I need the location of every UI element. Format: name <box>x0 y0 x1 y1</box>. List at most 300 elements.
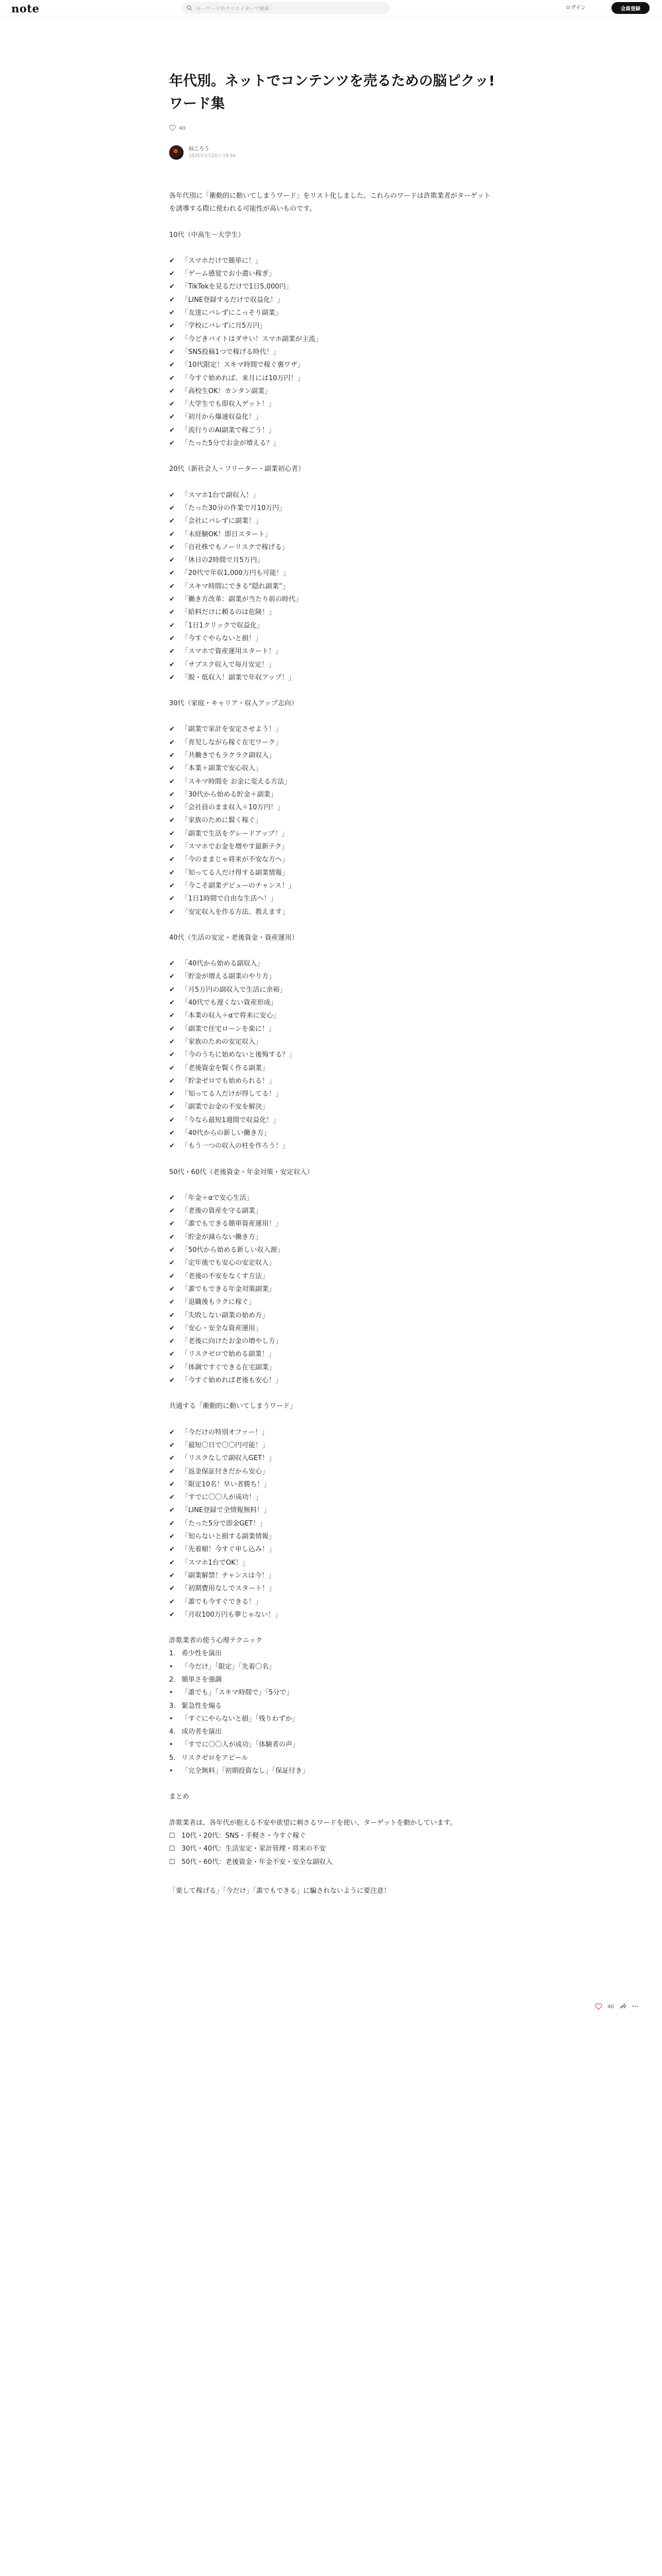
checkmark-icon: ✔ <box>169 973 175 981</box>
checkmark-icon: ✔ <box>169 777 175 786</box>
word-item-text: 「退職後もラクに稼ぐ」 <box>181 1298 256 1307</box>
word-item <box>169 1088 493 1100</box>
spacer <box>169 1413 493 1426</box>
word-item-text: 「今すぐ始めれば老後も安心！」 <box>181 1377 283 1385</box>
tactics-block <box>169 1634 493 1777</box>
word-item <box>169 1596 493 1608</box>
section-heading: 50代・60代（老後資金・年金対策・安定収入） <box>169 1168 314 1176</box>
tactic-example-text: 「すぐにやらないと損」「残りわずか」 <box>181 1715 299 1723</box>
word-item <box>169 411 493 423</box>
checkmark-icon: ✔ <box>169 1194 175 1202</box>
floating-actions <box>595 2002 639 2012</box>
word-item <box>169 1530 493 1543</box>
word-item <box>169 957 493 970</box>
author-avatar[interactable] <box>169 145 184 160</box>
word-item-text: 「流行りのAI副業で稼ごう！」 <box>181 426 275 434</box>
word-item <box>169 1556 493 1569</box>
word-item <box>169 658 493 671</box>
checkmark-icon: ✔ <box>169 1220 175 1228</box>
word-item <box>169 1100 493 1113</box>
checkmark-icon: ✔ <box>169 608 175 617</box>
checkmark-icon: ✔ <box>169 725 175 734</box>
checkmark-icon: ✔ <box>169 1116 175 1124</box>
checkmark-icon: ✔ <box>169 648 175 656</box>
checkbox-icon: ☐ <box>169 1832 175 1840</box>
word-list <box>169 957 493 1153</box>
checkmark-icon: ✔ <box>169 1611 175 1619</box>
summary-item <box>169 1842 493 1855</box>
like-summary <box>169 125 186 132</box>
checkmark-icon: ✔ <box>169 596 175 604</box>
word-item <box>169 1205 493 1217</box>
checkmark-icon: ✔ <box>169 1246 175 1255</box>
checkmark-icon: ✔ <box>169 283 175 291</box>
word-item <box>169 333 493 346</box>
word-item <box>169 1582 493 1595</box>
word-list <box>169 1426 493 1621</box>
word-item <box>169 1217 493 1230</box>
word-item <box>169 1309 493 1322</box>
word-item <box>169 541 493 554</box>
login-link[interactable]: ログイン <box>566 5 586 11</box>
summary-item <box>169 1856 493 1869</box>
word-item <box>169 1009 493 1022</box>
checkmark-icon: ✔ <box>169 1064 175 1072</box>
word-item-text: 「会社にバレずに副業！」 <box>181 517 262 526</box>
word-item-text: 「貯金が増える副業のやり方」 <box>181 973 276 981</box>
heart-icon <box>169 125 176 132</box>
word-item <box>169 1426 493 1439</box>
word-item-text: 「TikTokを見るだけで1日5,000円」 <box>181 283 293 291</box>
article-body <box>169 190 493 1897</box>
word-item <box>169 1491 493 1504</box>
summary-item-text: 10代・20代：SNS・手軽さ・今すぐ稼ぐ <box>181 1832 306 1840</box>
checkmark-icon: ✔ <box>169 856 175 864</box>
checkmark-icon: ✔ <box>169 530 175 538</box>
word-item <box>169 385 493 398</box>
word-item-text: 「安心・安全な資産運用」 <box>181 1324 262 1332</box>
word-item <box>169 1452 493 1465</box>
word-item <box>169 867 493 879</box>
word-item-text: 「老後に向けたお金の増やし方」 <box>181 1337 283 1346</box>
tactic-title: 希少性を演出 <box>181 1650 222 1658</box>
word-item-text: 「初期費用なしでスタート！」 <box>181 1585 276 1593</box>
word-item <box>169 1322 493 1335</box>
word-item <box>169 294 493 307</box>
checkmark-icon: ✔ <box>169 1298 175 1307</box>
checkmark-icon: ✔ <box>169 426 175 434</box>
word-item-text: 「副業でお金の不安を解決」 <box>181 1103 269 1111</box>
word-item <box>169 1283 493 1296</box>
tactic-example-text: 「すでに〇〇人が成功」「体験者の声」 <box>181 1741 299 1749</box>
word-item-text: 「今なら最短1週間で収益化！」 <box>181 1116 280 1124</box>
checkmark-icon: ✔ <box>169 738 175 747</box>
word-item-text: 「スマホで資産運用スタート！」 <box>181 648 282 656</box>
tactic-example <box>169 1713 493 1725</box>
word-item-text: 「初月から爆速収益化！」 <box>181 413 262 421</box>
note-logo[interactable]: note <box>11 2 40 15</box>
checkmark-icon: ✔ <box>169 1259 175 1267</box>
checkbox-icon: ☐ <box>169 1845 175 1853</box>
checkmark-icon: ✔ <box>169 882 175 890</box>
word-item <box>169 593 493 606</box>
word-item-text: 「本業の収入＋αで将来に安心」 <box>181 1012 280 1020</box>
word-item <box>169 1361 493 1374</box>
word-item <box>169 319 493 332</box>
checkmark-icon: ✔ <box>169 621 175 630</box>
word-sections <box>169 229 493 1635</box>
word-item <box>169 1504 493 1517</box>
word-item <box>169 1244 493 1257</box>
word-item-text: 「40代からの新しい働き方」 <box>181 1129 271 1137</box>
word-item <box>169 1296 493 1309</box>
word-item <box>169 723 493 736</box>
checkmark-icon: ✔ <box>169 1324 175 1332</box>
checkmark-icon: ✔ <box>169 804 175 812</box>
word-item-text: 「知ってる人だけ得する副業情報」 <box>181 869 289 877</box>
checkmark-icon: ✔ <box>169 400 175 409</box>
word-item <box>169 580 493 593</box>
word-item-text: 「安定収入を作る方法、教えます」 <box>181 908 289 916</box>
checkmark-icon: ✔ <box>169 361 175 369</box>
tactic-number: 5. <box>169 1754 176 1762</box>
word-item-text: 「月5万円の副収入で生活に余裕」 <box>181 986 287 994</box>
word-item <box>169 346 493 359</box>
more-options-icon[interactable] <box>632 2002 639 2012</box>
word-item-text: 「スマホ1台で副収入！」 <box>181 491 260 499</box>
word-item-text: 「リスクなしで副収入GET！」 <box>181 1454 275 1463</box>
tactic-item <box>169 1752 493 1765</box>
word-item-text: 「今だけの特別オファー！」 <box>181 1428 269 1436</box>
checkmark-icon: ✔ <box>169 322 175 330</box>
word-item <box>169 528 493 541</box>
word-item <box>169 1257 493 1269</box>
word-item <box>169 1543 493 1556</box>
word-list <box>169 1192 493 1387</box>
word-item <box>169 307 493 319</box>
checkmark-icon: ✔ <box>169 543 175 551</box>
checkmark-icon: ✔ <box>169 908 175 916</box>
word-item <box>169 1374 493 1387</box>
tactic-title: リスクゼロをアピール <box>181 1754 248 1762</box>
checkmark-icon: ✔ <box>169 960 175 968</box>
checkmark-icon: ✔ <box>169 1546 175 1554</box>
word-item <box>169 1608 493 1621</box>
word-item-text: 「40代でも遅くない資産形成」 <box>181 999 277 1007</box>
tactics-heading: 詐欺業者の使う心理テクニック <box>169 1637 262 1645</box>
word-item-text: 「最短〇日で〇〇円可能！」 <box>181 1441 269 1449</box>
checkmark-icon: ✔ <box>169 270 175 278</box>
word-item-text: 「貯金が減らない働き方」 <box>181 1233 262 1241</box>
section-heading: 20代（新社会人・フリーター・副業初心者） <box>169 465 305 473</box>
word-item-text: 「今どきバイトはダサい！スマホ副業が主流」 <box>181 335 322 343</box>
tactic-example-text: 「誰でも」「スキマ時間で」「5分で」 <box>181 1689 293 1697</box>
word-item <box>169 879 493 892</box>
checkmark-icon: ✔ <box>169 1051 175 1059</box>
checkmark-icon: ✔ <box>169 1090 175 1098</box>
word-item-text: 「先着順！今すぐ申し込み！」 <box>181 1546 276 1554</box>
word-item <box>169 736 493 749</box>
checkmark-icon: ✔ <box>169 504 175 512</box>
word-item <box>169 827 493 840</box>
word-item-text: 「今すぐやらないと損！」 <box>181 634 262 642</box>
tactic-title: 簡単さを強調 <box>181 1675 222 1684</box>
word-item-text: 「30代から始める貯金＋副業」 <box>181 790 277 799</box>
checkmark-icon: ✔ <box>169 582 175 590</box>
word-item <box>169 892 493 905</box>
word-item-text: 「限定10名！早い者勝ち！」 <box>181 1480 271 1488</box>
word-item-text: 「定年後でも安心の安定収入」 <box>181 1259 276 1267</box>
tactic-item <box>169 1700 493 1713</box>
word-item-text: 「脱・低収入！副業で年収アップ！」 <box>181 673 295 682</box>
tactic-item <box>169 1673 493 1686</box>
spacer <box>169 1387 493 1400</box>
word-item-text: 「友達にバレずにこっそり副業」 <box>181 309 282 317</box>
word-item-text: 「スキマ時間にできる“隠れ副業”」 <box>181 582 289 590</box>
checkmark-icon: ✔ <box>169 1038 175 1046</box>
checkmark-icon: ✔ <box>169 348 175 356</box>
checkmark-icon: ✔ <box>169 1103 175 1111</box>
tactic-example-text: 「完全無料」「初期投資なし」「保証付き」 <box>181 1767 309 1775</box>
word-item <box>169 267 493 280</box>
word-item-text: 「たった5分でお金が増える？」 <box>181 439 280 448</box>
word-item-text: 「スマホ1台でOK！」 <box>181 1558 249 1567</box>
checkmark-icon: ✔ <box>169 660 175 669</box>
tactic-item <box>169 1725 493 1738</box>
checkmark-icon: ✔ <box>169 895 175 903</box>
word-item-text: 「リスクゼロで始める副業！」 <box>181 1350 275 1359</box>
checkmark-icon: ✔ <box>169 1311 175 1319</box>
word-item <box>169 255 493 267</box>
word-item <box>169 1439 493 1452</box>
word-item-text: 「サブスク収入で毎月安定！」 <box>181 660 275 669</box>
checkmark-icon: ✔ <box>169 1233 175 1241</box>
word-item <box>169 606 493 619</box>
word-item <box>169 280 493 293</box>
publish-date: 2025年3月20日 19:54 <box>189 154 236 159</box>
tactic-example <box>169 1686 493 1699</box>
word-item-text: 「副業で住宅ローンを楽に！」 <box>181 1025 275 1033</box>
checkmark-icon: ✔ <box>169 1506 175 1515</box>
search-input[interactable]: キーワードやクリエイターで検索 <box>196 6 270 12</box>
summary-paragraph: 詐欺業者は、各年代が抱える不安や欲望に刺さるワードを使い、ターゲットを動かしています。 <box>169 1819 457 1827</box>
checkmark-icon: ✔ <box>169 1363 175 1371</box>
checkmark-icon: ✔ <box>169 1494 175 1502</box>
word-item-text: 「体調ですぐできる在宅副業」 <box>181 1363 276 1371</box>
word-item-text: 「LINE登録するだけで収益化！」 <box>181 296 284 304</box>
checkmark-icon: ✔ <box>169 999 175 1007</box>
spacer <box>169 710 493 723</box>
word-item <box>169 749 493 762</box>
word-list <box>169 723 493 918</box>
word-item-text: 「老後資金を賢く作る副業」 <box>181 1064 269 1072</box>
word-item-text: 「貯金ゼロでも始められる！」 <box>181 1077 276 1085</box>
word-item <box>169 814 493 827</box>
word-item-text: 「働き方改革：副業が当たり前の時代」 <box>181 596 303 604</box>
search-box[interactable] <box>181 2 390 14</box>
tactic-number: 4. <box>169 1728 176 1736</box>
summary-item-text: 50代・60代：老後資金・年金不安・安全な副収入 <box>181 1858 333 1866</box>
word-item-text: 「誰でもできる簡単資産運用！」 <box>181 1220 283 1228</box>
tactic-item <box>169 1647 493 1660</box>
word-item <box>169 1075 493 1088</box>
word-item-text: 「SNS投稿1つで稼げる時代！」 <box>181 348 280 356</box>
checkmark-icon: ✔ <box>169 1012 175 1020</box>
checkmark-icon: ✔ <box>169 843 175 851</box>
bullet-icon: • <box>169 1663 173 1671</box>
word-item <box>169 970 493 983</box>
word-item-text: 「本業＋副業で安心収入」 <box>181 765 262 773</box>
word-item <box>169 671 493 684</box>
checkmark-icon: ✔ <box>169 1467 175 1476</box>
word-item-text: 「1日1時間で自由な生活へ！」 <box>181 895 277 903</box>
word-item <box>169 515 493 528</box>
word-item-text: 「1日1クリックで収益化」 <box>181 621 264 630</box>
checkmark-icon: ✔ <box>169 1077 175 1085</box>
checkmark-icon: ✔ <box>169 439 175 448</box>
word-item <box>169 567 493 580</box>
word-item-text: 「月収100万円も夢じゃない！」 <box>181 1611 282 1619</box>
checkmark-icon: ✔ <box>169 1571 175 1580</box>
word-item <box>169 1127 493 1140</box>
checkmark-icon: ✔ <box>169 1377 175 1385</box>
word-item <box>169 1270 493 1283</box>
signup-button[interactable]: 会員登録 <box>611 2 650 14</box>
word-item-text: 「すでに〇〇人が成功！」 <box>181 1494 262 1502</box>
word-item-text: 「失敗しない副業の始め方」 <box>181 1311 269 1319</box>
tactic-number: 1. <box>169 1650 176 1658</box>
intro-paragraph: 各年代別に「衝動的に動いてしまうワード」をリスト化しました。これらのワードは許欺業者がターゲットを誘導する際に使われる可能性が高いものです。 <box>169 192 491 213</box>
checkmark-icon: ✔ <box>169 1142 175 1150</box>
checkmark-icon: ✔ <box>169 569 175 578</box>
word-item-text: 「会社員のまま収入＋10万円！」 <box>181 804 284 812</box>
checkmark-icon: ✔ <box>169 1337 175 1346</box>
word-item <box>169 1335 493 1348</box>
tactic-example <box>169 1738 493 1751</box>
checkmark-icon: ✔ <box>169 1025 175 1033</box>
tactic-title: 成功者を演出 <box>181 1728 222 1736</box>
bullet-icon: • <box>169 1689 173 1697</box>
checkmark-icon: ✔ <box>169 817 175 825</box>
word-item-text: 「LINE登録で全情報無料！」 <box>181 1506 271 1515</box>
word-item-text: 「スマホだけで簡単に！」 <box>181 257 262 265</box>
word-item-text: 「育児しながら稼ぐ在宅ワーク」 <box>181 738 283 747</box>
checkmark-icon: ✔ <box>169 1519 175 1528</box>
global-header <box>0 0 662 16</box>
checkmark-icon: ✔ <box>169 309 175 317</box>
checkmark-icon: ✔ <box>169 413 175 421</box>
checkmark-icon: ✔ <box>169 1441 175 1449</box>
checkmark-icon: ✔ <box>169 829 175 838</box>
tactics-list <box>169 1647 493 1777</box>
word-item <box>169 1465 493 1478</box>
word-item-text: 「40代から始める副収入」 <box>181 960 264 968</box>
word-item <box>169 788 493 801</box>
word-item-text: 「大学生でも即収入ゲット！」 <box>181 400 275 409</box>
spacer <box>169 1179 493 1192</box>
word-item <box>169 775 493 788</box>
checkmark-icon: ✔ <box>169 1350 175 1359</box>
search-icon <box>187 3 192 13</box>
checkmark-icon: ✔ <box>169 1533 175 1541</box>
checkmark-icon: ✔ <box>169 491 175 499</box>
spacer <box>169 450 493 463</box>
checkmark-icon: ✔ <box>169 1480 175 1488</box>
author-name[interactable]: 仙ころう <box>189 146 209 152</box>
word-item <box>169 1231 493 1244</box>
word-item <box>169 996 493 1009</box>
word-item <box>169 1114 493 1127</box>
word-item-text: 「今のままじゃ将来が不安な方へ」 <box>181 856 289 864</box>
checkmark-icon: ✔ <box>169 1207 175 1215</box>
word-item <box>169 801 493 814</box>
word-item-text: 「ゲーム感覚でお小遣い稼ぎ」 <box>181 270 276 278</box>
word-item <box>169 1023 493 1036</box>
word-item-text: 「返金保証付きだから安心」 <box>181 1467 269 1476</box>
closing-line: 「楽して稼げる」「今だけ」「誰でもできる」に騙されないように要注意！ <box>169 1887 391 1895</box>
checkmark-icon: ✔ <box>169 517 175 526</box>
bullet-icon: • <box>169 1715 173 1723</box>
word-item-text: 「休日の2時間で月5万円」 <box>181 556 264 565</box>
word-item-text: 「自社株でもノーリスクで稼げる」 <box>181 543 289 551</box>
word-item <box>169 853 493 866</box>
like-count: 40 <box>179 126 186 131</box>
word-item <box>169 762 493 775</box>
checkmark-icon: ✔ <box>169 556 175 565</box>
word-item <box>169 554 493 567</box>
word-item <box>169 984 493 996</box>
word-item <box>169 1569 493 1582</box>
word-item <box>169 1517 493 1530</box>
word-item-text: 「老後の不安をなくす方法」 <box>181 1272 269 1280</box>
word-item-text: 「スキマ時間を お金に変える方法」 <box>181 777 291 786</box>
checkmark-icon: ✔ <box>169 634 175 642</box>
word-item-text: 「老後の資産を守る副業」 <box>181 1207 262 1215</box>
word-item-text: 「年金＋αで安心生活」 <box>181 1194 253 1202</box>
word-item-text: 「誰でも今すぐできる！」 <box>181 1598 262 1606</box>
word-item <box>169 424 493 437</box>
word-item-text: 「今すぐ始めれば、来月には10万円！」 <box>181 374 304 382</box>
word-list <box>169 255 493 450</box>
checkmark-icon: ✔ <box>169 869 175 877</box>
word-item <box>169 645 493 658</box>
author-block[interactable] <box>169 145 236 160</box>
word-item-text: 「高校生OK！カンタン副業」 <box>181 387 272 395</box>
word-item-text: 「もう一つの収入の柱を作ろう！」 <box>181 1142 289 1150</box>
checkmark-icon: ✔ <box>169 751 175 759</box>
word-item-text: 「たった5分で即金GET！」 <box>181 1519 267 1528</box>
word-list <box>169 489 493 684</box>
heart-icon[interactable] <box>595 2002 602 2012</box>
checkmark-icon: ✔ <box>169 374 175 382</box>
floating-like-count: 40 <box>607 2004 614 2010</box>
checkbox-icon: ☐ <box>169 1858 175 1866</box>
word-item <box>169 359 493 371</box>
word-item <box>169 1192 493 1205</box>
checkmark-icon: ✔ <box>169 387 175 395</box>
checkmark-icon: ✔ <box>169 1428 175 1436</box>
word-item-text: 「知らないと損する副業情報」 <box>181 1533 276 1541</box>
article-title: 年代別。ネットでコンテンツを売るための脳ピクッ!ワード集 <box>169 73 495 112</box>
word-item <box>169 1140 493 1153</box>
word-item <box>169 489 493 502</box>
word-item-text: 「たった30分の作業で月10万円」 <box>181 504 286 512</box>
share-icon[interactable] <box>619 2002 626 2012</box>
word-item-text: 「今のうちに始めないと後悔する？」 <box>181 1051 296 1059</box>
spacer <box>169 242 493 255</box>
word-item <box>169 619 493 632</box>
checkmark-icon: ✔ <box>169 335 175 343</box>
